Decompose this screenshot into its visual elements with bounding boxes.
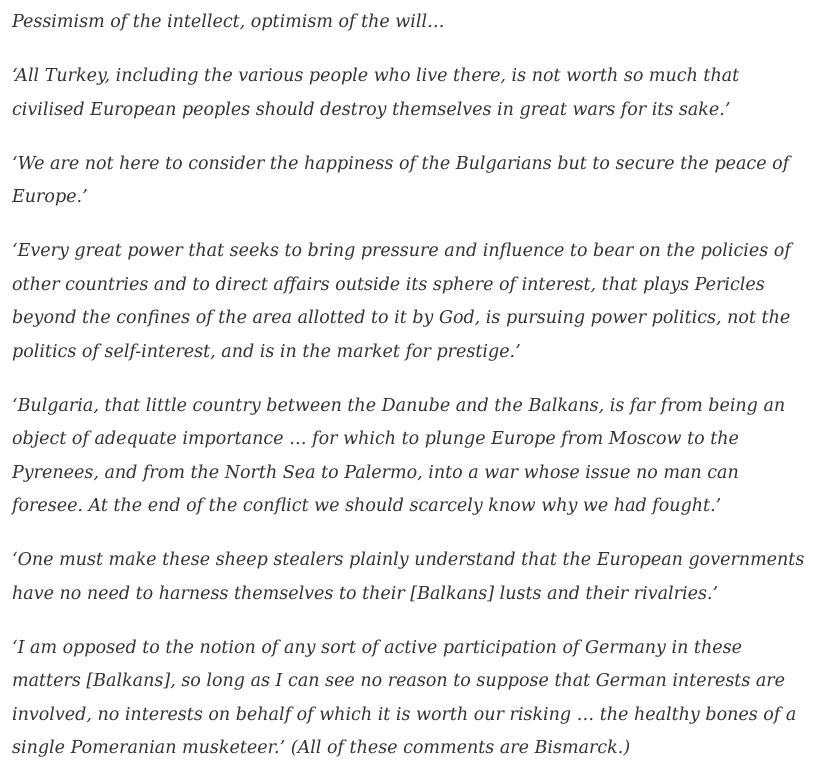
paragraph-quote-bulgaria: ‘Bulgaria, that little country between the Danube and the Balkans, is far from being an object of adequate importance … for which to plunge Europe from Moscow to the Pyrenees, and from the North Sea to Palermo, into a war whose issue no man can foresee. At the end of the conflict we should scarcely know why we had fought.’ (12, 395, 786, 516)
paragraph-epigraph: Pessimism of the intellect, optimism of the will… (12, 12, 445, 32)
paragraph-quote-turkey: ‘All Turkey, including the various people who live there, is not worth so much that civilised European peoples should destroy themselves in great wars for its sake.’ (12, 66, 740, 120)
paragraph-quote-pomeranian: ‘I am opposed to the notion of any sort of active participation of Germany in these matters [Balkans], so long as I can see no reason to suppose that German interests are involved, no interests on behalf of which it is worth our risking … the healthy bones of a single Pomeranian musketeer.’ (All of these comments are Bismarck.) (12, 637, 797, 758)
paragraph-quote-sheep-stealers: ‘One must make these sheep stealers plainly understand that the European governments have no need to harness themselves to their [Balkans] lusts and their rivalries.’ (12, 550, 805, 604)
paragraph-quote-great-power: ‘Every great power that seeks to bring pressure and influence to bear on the policies of other countries and to direct affairs outside its sphere of interest, that plays Pericles beyond the confines of the area allotted to it by God, is pursuing power politics, not the politics of self-interest, and is in the market for prestige.’ (12, 241, 791, 362)
paragraph-quote-bulgarians: ‘We are not here to consider the happiness of the Bulgarians but to secure the peace of Europe.’ (12, 153, 790, 207)
